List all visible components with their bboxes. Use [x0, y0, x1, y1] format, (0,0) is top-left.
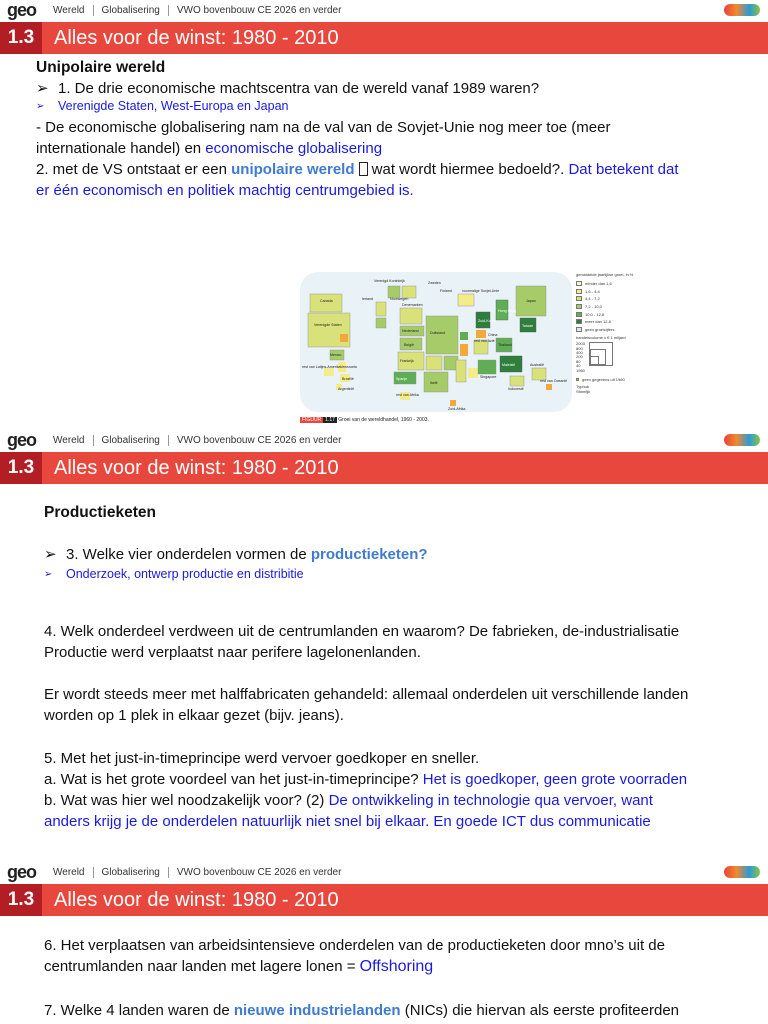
legend-label: 1,6 - 4,4 [585, 288, 600, 294]
arrow-bullet-icon: ➢ [36, 101, 45, 113]
chapter-title: Alles voor de winst: 1980 - 2010 [54, 888, 339, 911]
legend-label: 4,4 - 7,2 [585, 296, 600, 302]
paragraph-globalisering-2 [36, 138, 382, 159]
section-heading: Unipolaire wereld [36, 59, 166, 76]
breadcrumb-edition[interactable]: VWO bovenbouw CE 2026 en verder [168, 867, 350, 878]
map-canada [310, 294, 342, 312]
arrow-bullet-icon: ➢ [36, 80, 49, 97]
map-label: rest van Oceanië [540, 379, 568, 383]
question-2 [36, 159, 679, 180]
legend-swatch [576, 312, 582, 317]
map-label: Finland [440, 289, 452, 293]
legend-note-text: Typhuk [576, 383, 589, 389]
chapter-title: Alles voor de winst: 1980 - 2010 [54, 456, 339, 479]
legend-item [576, 318, 646, 326]
breadcrumb-edition[interactable]: VWO bovenbouw CE 2026 en verder [168, 5, 350, 16]
legend-swatch [576, 281, 582, 286]
question-6-line-1: 6. Het verplaatsen van arbeidsintensieve onderdelen van de productieketen door mno’s uit de [44, 937, 665, 954]
map-label: Zweden [428, 281, 441, 285]
publisher-logo [724, 434, 760, 446]
question-3-text: 3. Welke vier onderdelen vormen de [66, 546, 311, 563]
legend-volume-value: 200 [576, 354, 583, 360]
map-label: Argentinië [338, 387, 355, 391]
legend-note-text: geen gegevens uit 1960 [582, 377, 625, 383]
map-rest-oceanie [546, 384, 552, 390]
paragraph-text: internationale handel) en [36, 140, 206, 157]
map-polen [460, 332, 468, 340]
keyword-nieuwe-industrielanden: nieuwe industrielanden [233, 1002, 401, 1019]
legend-volume-value: 80 [576, 358, 581, 364]
chapter-title: Alles voor de winst: 1980 - 2010 [54, 26, 339, 49]
map-label: Indonesië [508, 387, 524, 391]
arrow-bullet-icon: ➢ [44, 569, 53, 581]
question-7 [44, 1000, 679, 1021]
question-2-text: 2. met de VS ontstaat er een [36, 161, 232, 178]
map-label: Australië [530, 363, 544, 367]
legend-swatch [576, 296, 582, 301]
header-bar [0, 0, 768, 20]
question-7-text: 7. Welke 4 landen waren de [44, 1002, 234, 1019]
answer-1 [36, 96, 288, 117]
chapter-title-bar [0, 884, 768, 916]
breadcrumb-globalisering[interactable]: Globalisering [93, 867, 168, 878]
breadcrumb-wereld[interactable]: Wereld [53, 4, 85, 16]
legend-volume-values [576, 342, 585, 373]
answer-5a: Het is goedkoper, geen grote voorraden [422, 771, 688, 788]
map-denemarken [400, 308, 422, 324]
map-label: Thailand [498, 343, 512, 347]
section-heading: Productieketen [44, 504, 156, 521]
map-label: Mexico [330, 353, 342, 357]
slide-productieketen [0, 430, 768, 840]
legend-item [576, 295, 646, 303]
legend-item [576, 288, 646, 296]
breadcrumb-globalisering[interactable]: Globalisering [93, 5, 168, 16]
map-duitsland [426, 316, 458, 354]
paragraph-halffabricaten-2: worden op 1 plek in elkaar gezet (bijv. jeans). [44, 707, 344, 724]
legend-volume-value: 1960 [576, 367, 585, 373]
publisher-logo [724, 4, 760, 16]
map-label: voormalige Sovjet-Unie [462, 289, 500, 293]
map-label: Brazilië [342, 377, 354, 381]
legend-label: minder dan 1,6 [585, 281, 612, 287]
legend-label: meer dan 12,8 [585, 319, 611, 325]
geo-logo: geo [7, 862, 37, 882]
map-label: rest van Azië [474, 339, 495, 343]
map-zwitserland [426, 356, 442, 370]
map-zuid-afrika [450, 400, 456, 406]
answer-1-text: Verenigde Staten, West-Europa en Japan [58, 99, 289, 113]
figure-caption [300, 417, 429, 423]
question-4-line-1: 4. Welk onderdeel verdween uit de centrumlanden en waarom? De fabrieken, de-industrialisatie [44, 623, 680, 640]
map-label: Taiwan [522, 324, 534, 328]
slide-unipolaire-wereld [0, 0, 768, 428]
map-usa-1960 [340, 334, 348, 342]
question-6-text: centrumlanden naar landen met lagere lonen = [44, 958, 360, 975]
map-label: Ierland [362, 297, 373, 301]
legend-label: 10,0 - 12,8 [585, 311, 605, 317]
keyword-unipolaire-wereld: unipolaire wereld [231, 161, 355, 178]
question-5a-text: a. Wat is het grote voordeel van het just-in-timeprincipe? [44, 771, 423, 788]
legend-volume-scale [576, 342, 646, 373]
legend-notes [576, 376, 646, 394]
map-label: Duitsland [430, 331, 445, 335]
map-label: Denemarken [402, 303, 423, 307]
chapter-number: 1.3 [0, 22, 42, 54]
map-label: België [404, 343, 414, 347]
legend-label: geen groeicijfers [585, 326, 615, 332]
legend-volume-title: handelsvolume x € 1 miljard [576, 335, 626, 341]
legend-volume-value: 400 [576, 349, 583, 355]
map-sovjet-unie [458, 294, 474, 306]
legend-swatch [576, 304, 582, 309]
legend-swatch [576, 327, 582, 332]
breadcrumb-wereld[interactable]: Wereld [53, 866, 85, 878]
legend-swatch [576, 289, 582, 294]
answer-3 [44, 564, 304, 585]
answer-offshoring: Offshoring [359, 958, 434, 975]
map-label: Frankrijk [400, 359, 414, 363]
map-label: Singapore [480, 375, 497, 379]
legend-title: gemiddelde jaarlijkse groei, in % [576, 272, 634, 277]
chapter-title-bar [0, 22, 768, 54]
answer-5b-cont: anders krijg je de onderdelen natuurlijk niet snel bij elkaar. En goede ICT dus communicatie [44, 813, 651, 830]
legend-volume-value: 40 [576, 363, 581, 369]
question-5b-text: b. Wat was hier wel noodzakelijk voor? (2) [44, 792, 329, 809]
figure-caption-text: Groei van de wereldhandel, 1960 - 2003. [338, 417, 429, 423]
legend-label: 7,2 - 10,0 [585, 304, 602, 310]
answer-5b-start: De ontwikkeling in technologie qua vervoer, want [328, 792, 653, 809]
map-rest-europa [468, 368, 478, 378]
legend-item [576, 303, 646, 311]
legend-swatch [576, 319, 582, 324]
map-label: Noorwegen [390, 297, 409, 301]
map-label: Spanje [396, 377, 408, 381]
answer-globalisering: economische globalisering [205, 140, 383, 157]
question-7-text-cont: (NICs) die hiervan als eerste profiteerden [400, 1002, 680, 1019]
question-6-line-2 [44, 956, 433, 977]
chapter-title-bar [0, 452, 768, 484]
paragraph-globalisering-1: - De economische globalisering nam na de val van de Sovjet-Unie nog meer toe (meer [36, 119, 611, 136]
map-label: rest van Latijns-Amerika [302, 365, 341, 369]
breadcrumb-edition[interactable]: VWO bovenbouw CE 2026 en verder [168, 435, 350, 446]
map-label: Zuid-Korea [478, 319, 496, 323]
map-label: Hong Kong [498, 309, 516, 313]
chapter-number: 1.3 [0, 452, 42, 484]
figure-number: 1.17 [325, 417, 335, 423]
question-5a [44, 769, 687, 790]
map-vk [376, 318, 386, 328]
map-label: Zuid-Afrika [448, 407, 466, 411]
legend-item [576, 280, 646, 288]
map-label: Italië [430, 381, 438, 385]
map-hongarije [460, 344, 468, 356]
geo-logo: geo [7, 0, 37, 20]
figure-tag: FIGUUR [302, 417, 322, 423]
legend-swatch [576, 378, 579, 381]
paragraph-halffabricaten-1: Er wordt steeds meer met halffabricaten gehandeld: allemaal onderdelen uit verschillende landen [44, 686, 689, 703]
map-indonesie [510, 376, 524, 386]
question-5b [44, 790, 653, 811]
map-label: China [488, 333, 498, 337]
answer-2-start: Dat betekent dat [568, 161, 679, 178]
answer-3-text: Onderzoek, ontwerp productie en distribitie [66, 567, 304, 581]
map-turkije [456, 360, 466, 382]
legend-note-text: Sfomfijk [576, 388, 591, 394]
missing-glyph-box [359, 162, 368, 176]
breadcrumb-globalisering[interactable]: Globalisering [93, 435, 168, 446]
question-1-text: 1. De drie economische machtscentra van de wereld vanaf 1989 waren? [58, 80, 540, 97]
header-bar [0, 862, 768, 882]
keyword-productieketen: productieketen? [310, 546, 428, 563]
map-label: Venezuela [340, 365, 357, 369]
map-label: Japan [526, 299, 536, 303]
map-label: Verenigd Koninkrijk [374, 279, 405, 283]
map-legend [576, 272, 646, 414]
legend-item [576, 310, 646, 318]
header-bar [0, 430, 768, 450]
publisher-logo [724, 866, 760, 878]
map-label: Nederland [402, 329, 419, 333]
question-2-text-cont: wat wordt hiermee bedoeld?. [367, 161, 569, 178]
chapter-number: 1.3 [0, 884, 42, 916]
legend-note [576, 376, 646, 384]
map-singapore [478, 360, 496, 374]
question-4-line-2: Productie werd verplaatst naar perifere lagelonenlanden. [44, 644, 421, 661]
map-label: Verenigde Staten [314, 323, 342, 327]
map-china [476, 330, 486, 338]
arrow-bullet-icon: ➢ [44, 546, 57, 563]
geo-logo: geo [7, 430, 37, 450]
slide-offshoring [0, 862, 768, 1024]
legend-volume-value: 800 [576, 345, 583, 351]
legend-item [576, 326, 646, 334]
legend-volume-squares [589, 342, 613, 366]
question-3 [44, 544, 428, 565]
map-label: Canada [320, 299, 333, 303]
legend-volume-value: 2003 [576, 341, 585, 347]
map-ierland [376, 302, 386, 316]
map-rest-latam [324, 368, 334, 376]
map-label: rest van Afrika [396, 393, 419, 397]
question-5: 5. Met het just-in-timeprincipe werd vervoer goedkoper en sneller. [44, 750, 480, 767]
breadcrumb-wereld[interactable]: Wereld [53, 434, 85, 446]
map-label: Maleisië [502, 363, 516, 367]
answer-2-cont: er één economisch en politiek machtig centrumgebied is. [36, 182, 414, 199]
